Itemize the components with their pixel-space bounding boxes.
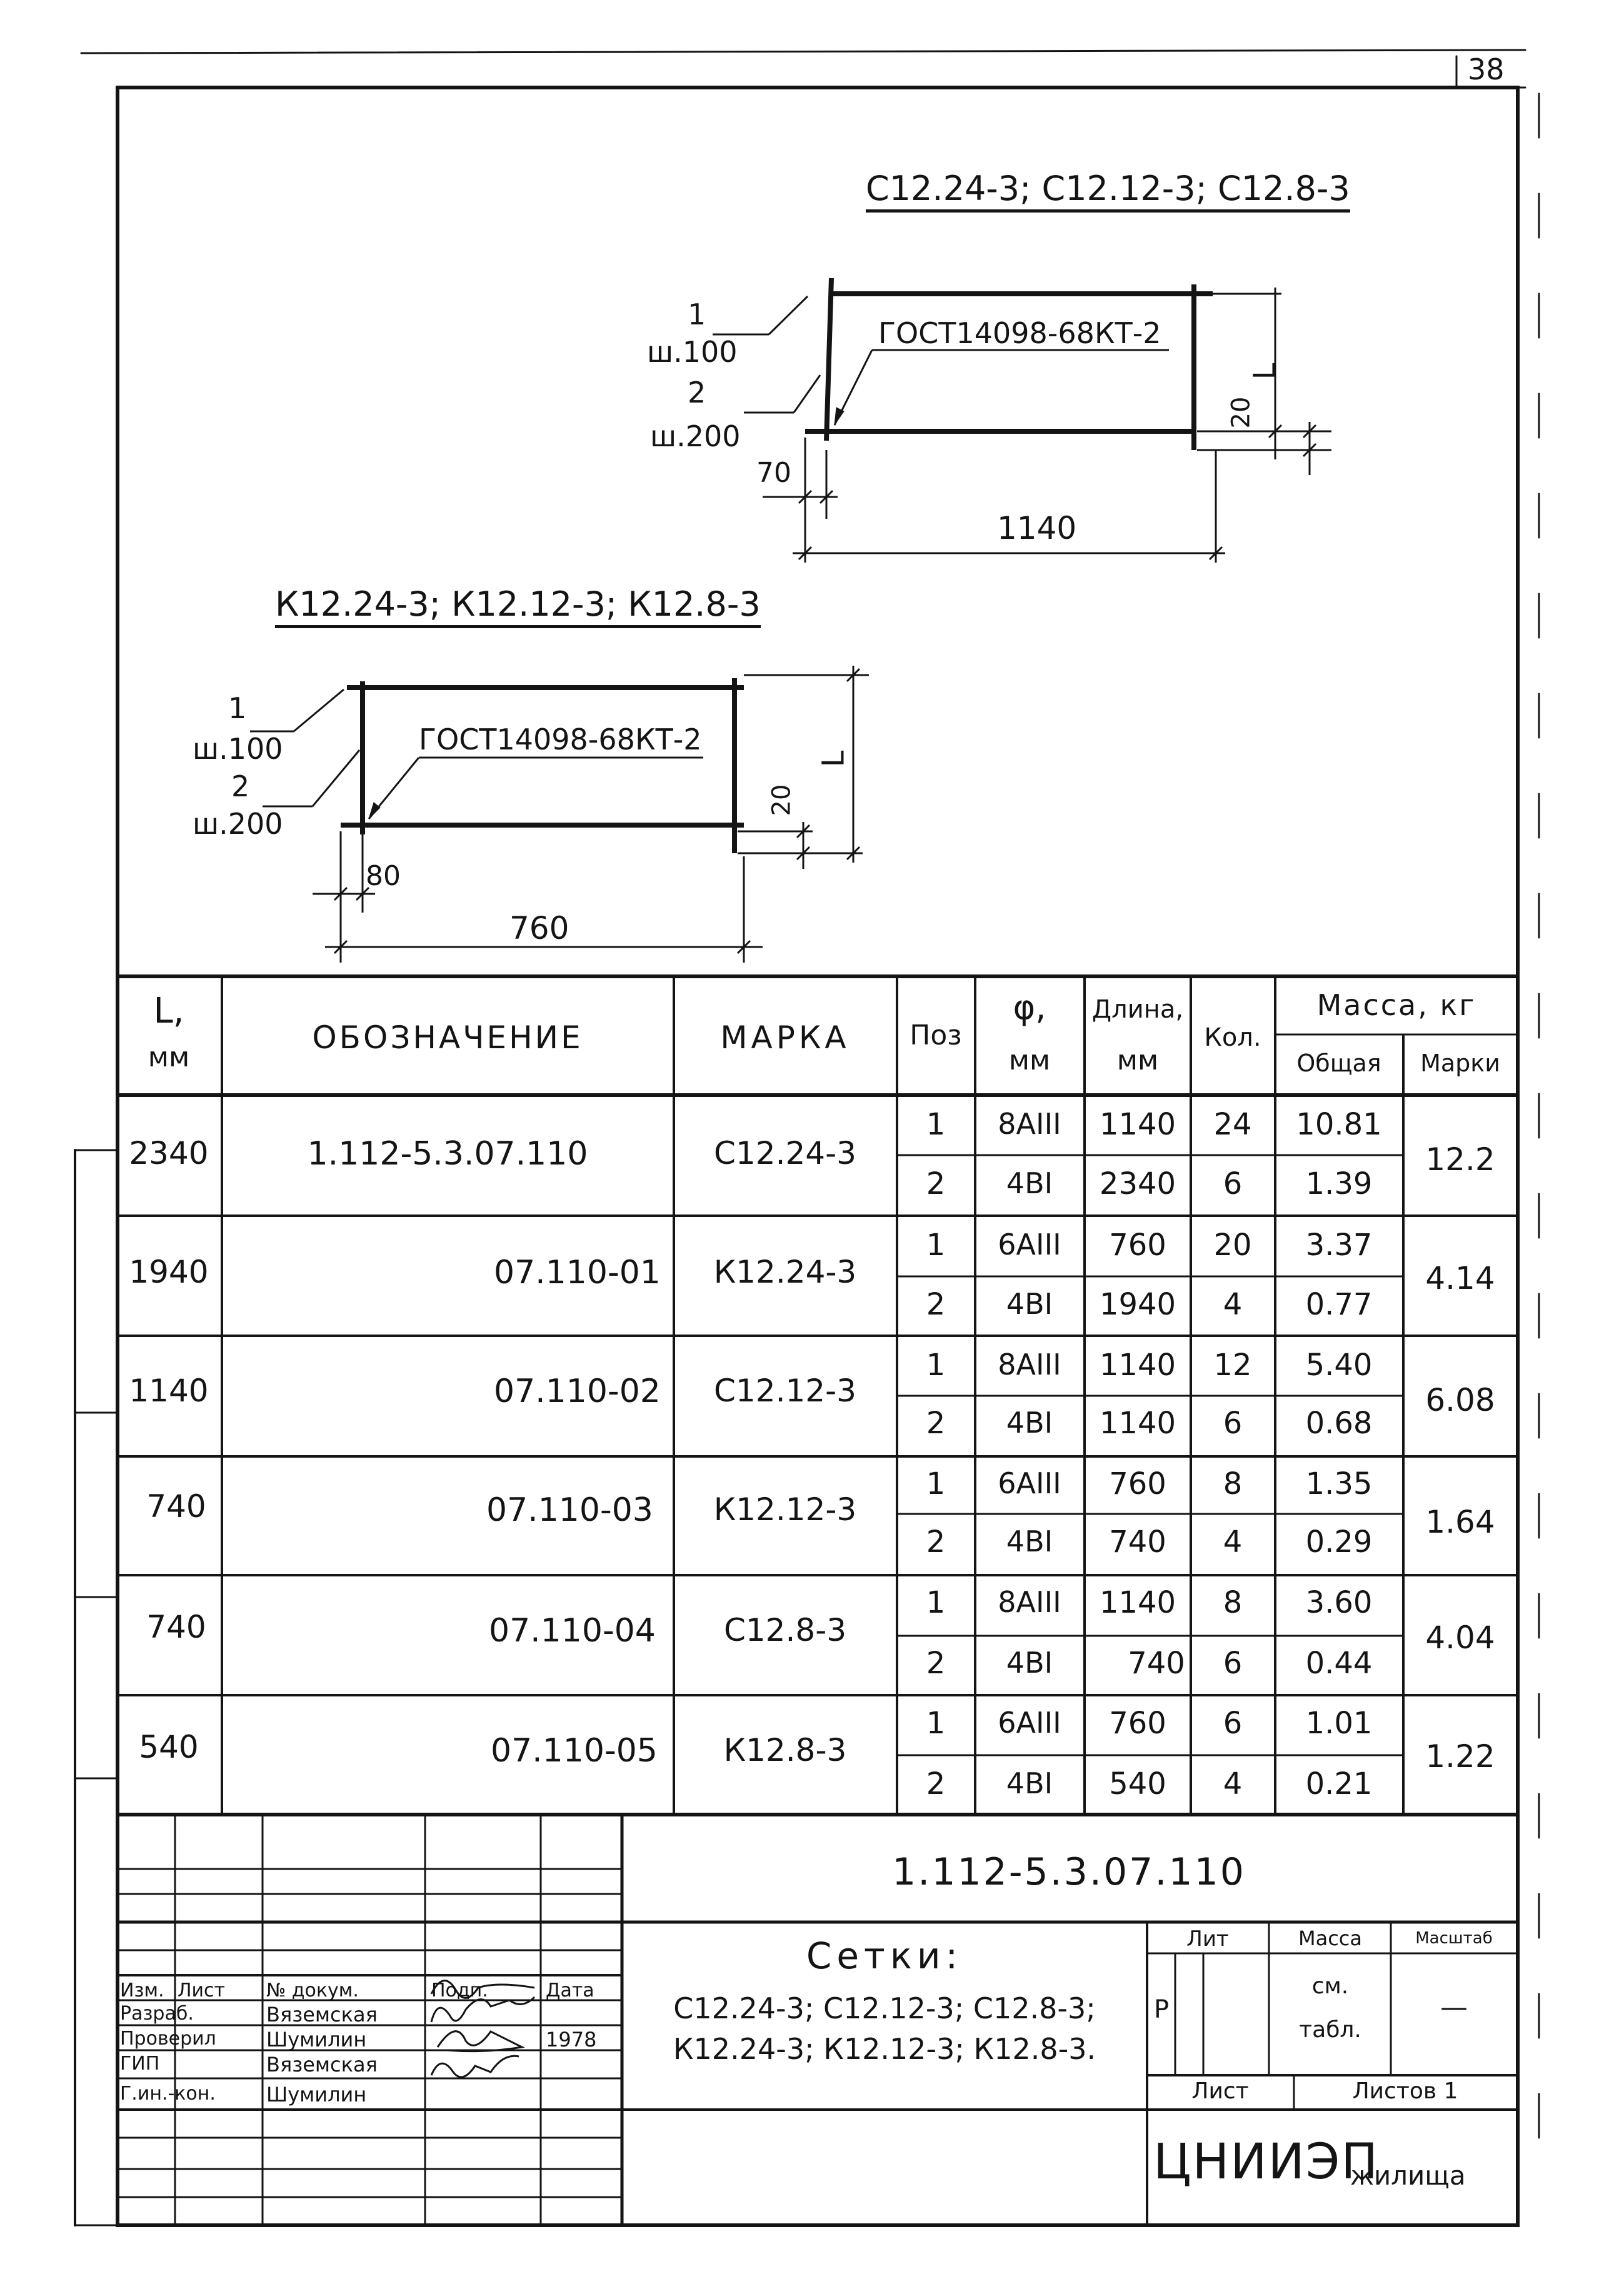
cell-length: 1140 bbox=[1099, 1585, 1176, 1620]
cell-l: 1140 bbox=[129, 1373, 209, 1409]
hdr-list: Лист bbox=[178, 1980, 226, 2001]
cell-qty: 20 bbox=[1213, 1228, 1252, 1263]
cell-designation: 1.112-5.3.07.110 bbox=[307, 1135, 588, 1173]
cell-phi: 4ВI bbox=[1006, 1406, 1053, 1440]
cell-length: 760 bbox=[1109, 1228, 1166, 1263]
cell-pos: 2 bbox=[926, 1287, 946, 1322]
lower-dim-80: 80 bbox=[366, 860, 401, 892]
cell-mass: 0.68 bbox=[1305, 1406, 1373, 1441]
doc-code: 1.112-5.3.07.110 bbox=[892, 1850, 1246, 1894]
cell-l: 2340 bbox=[129, 1135, 209, 1171]
cell-mass: 1.35 bbox=[1305, 1466, 1373, 1501]
cell-phi: 4ВI bbox=[1006, 1525, 1053, 1558]
mass-label: Масса bbox=[1298, 1926, 1363, 1950]
cell-mass: 5.40 bbox=[1305, 1348, 1373, 1383]
name-checker: Шумилин bbox=[266, 2028, 367, 2051]
upper-dim-70: 70 bbox=[756, 457, 791, 489]
hdr-izm: Изм. bbox=[120, 1980, 164, 2001]
cell-pos: 2 bbox=[926, 1766, 946, 1801]
upper-drawing-title: С12.24-3; С12.12-3; С12.8-3 bbox=[866, 172, 1350, 213]
cell-mark: С12.12-3 bbox=[714, 1373, 856, 1409]
cell-pos: 1 bbox=[926, 1706, 946, 1741]
scale-value: — bbox=[1440, 1991, 1468, 2023]
cell-designation: 07.110-02 bbox=[494, 1373, 661, 1410]
role-developer: Разраб. bbox=[120, 2003, 194, 2025]
cell-phi: 8АIII bbox=[998, 1585, 1061, 1619]
cell-length: 540 bbox=[1109, 1766, 1166, 1801]
sheet-title: Сетки: bbox=[806, 1935, 963, 1977]
cell-phi: 8АIII bbox=[998, 1107, 1061, 1141]
lower-pos1: 1 bbox=[228, 691, 247, 725]
hdr-mass-mark: Марки bbox=[1420, 1049, 1500, 1077]
cell-mass: 10.81 bbox=[1296, 1107, 1382, 1142]
name-chief-designer: Шумилин bbox=[266, 2083, 367, 2106]
signature-3 bbox=[438, 2031, 522, 2051]
sheets-label: Листов 1 bbox=[1352, 2078, 1458, 2104]
cell-qty: 6 bbox=[1223, 1166, 1243, 1201]
cell-qty: 12 bbox=[1213, 1348, 1252, 1383]
upper-pos2: 2 bbox=[688, 376, 706, 409]
cell-designation: 07.110-01 bbox=[494, 1254, 661, 1291]
cell-length: 740 bbox=[1128, 1646, 1185, 1681]
cell-length: 1140 bbox=[1099, 1348, 1176, 1383]
cell-pos: 1 bbox=[926, 1466, 946, 1501]
hdr-qty: Кол. bbox=[1204, 1023, 1261, 1052]
lower-dim-l: L bbox=[816, 750, 851, 768]
signature-4 bbox=[431, 2056, 519, 2077]
cell-pos: 1 bbox=[926, 1107, 946, 1142]
org-suffix: жилища bbox=[1350, 2160, 1466, 2191]
role-chief-engineer: ГИП bbox=[120, 2053, 160, 2075]
cell-phi: 6АIII bbox=[998, 1706, 1061, 1740]
cell-pos: 2 bbox=[926, 1406, 946, 1441]
cell-length: 1140 bbox=[1099, 1406, 1176, 1441]
cell-length: 740 bbox=[1109, 1525, 1166, 1560]
cell-mass: 0.29 bbox=[1305, 1525, 1373, 1560]
cell-designation: 07.110-05 bbox=[491, 1732, 658, 1770]
cell-phi: 6АIII bbox=[998, 1466, 1061, 1500]
upper-pos1: 1 bbox=[688, 298, 706, 331]
cell-phi: 6АIII bbox=[998, 1228, 1061, 1261]
upper-dim-20: 20 bbox=[1226, 396, 1256, 429]
hdr-mass-total: Общая bbox=[1296, 1049, 1381, 1077]
cell-phi: 4ВI bbox=[1006, 1646, 1053, 1680]
cell-qty: 8 bbox=[1223, 1585, 1243, 1620]
cell-phi: 4ВI bbox=[1006, 1766, 1053, 1800]
hdr-phi-unit: мм bbox=[1008, 1044, 1051, 1076]
cell-phi: 8АIII bbox=[998, 1348, 1061, 1381]
lower-pitch1: ш.100 bbox=[193, 732, 283, 766]
sheet-subtitle-2: К12.24-3; К12.12-3; К12.8-3. bbox=[673, 2032, 1096, 2066]
cell-mark: С12.24-3 bbox=[714, 1135, 856, 1171]
cell-mass-mark: 1.22 bbox=[1425, 1738, 1495, 1775]
role-chief-designer: Г.ин.-кон. bbox=[120, 2083, 216, 2105]
org-logo: ЦНИИЭП bbox=[1153, 2134, 1380, 2190]
hdr-date: Дата bbox=[546, 1980, 594, 2001]
cell-mass-mark: 12.2 bbox=[1425, 1141, 1495, 1178]
hdr-sign: Подп. bbox=[431, 1980, 488, 2001]
cell-mass-mark: 4.04 bbox=[1425, 1620, 1495, 1656]
lower-dim-20: 20 bbox=[767, 784, 796, 816]
hdr-l: L, bbox=[153, 991, 184, 1031]
cell-qty: 6 bbox=[1223, 1646, 1243, 1681]
cell-mark: К12.8-3 bbox=[723, 1732, 847, 1768]
lower-pitch2: ш.200 bbox=[193, 807, 283, 841]
cell-length: 760 bbox=[1109, 1466, 1166, 1501]
cell-pos: 2 bbox=[926, 1525, 946, 1560]
hdr-mark: МАРКА bbox=[720, 1019, 850, 1056]
cell-mass: 3.37 bbox=[1305, 1228, 1373, 1263]
date-checker: 1978 bbox=[546, 2028, 597, 2051]
hdr-length-unit: мм bbox=[1116, 1044, 1159, 1076]
cell-l: 1940 bbox=[129, 1254, 209, 1290]
cell-mass: 1.01 bbox=[1305, 1706, 1373, 1741]
cell-length: 2340 bbox=[1099, 1166, 1176, 1201]
lower-drawing-title: К12.24-3; К12.12-3; К12.8-3 bbox=[275, 588, 761, 628]
cell-pos: 2 bbox=[926, 1646, 946, 1681]
cell-mass-mark: 1.64 bbox=[1425, 1504, 1495, 1540]
hdr-pos: Поз bbox=[910, 1019, 962, 1051]
upper-dim-l: L bbox=[1247, 363, 1283, 380]
cell-phi: 4ВI bbox=[1006, 1166, 1053, 1200]
cell-l: 740 bbox=[146, 1609, 206, 1645]
cell-mark: К12.12-3 bbox=[713, 1491, 857, 1528]
cell-qty: 4 bbox=[1223, 1766, 1243, 1801]
cell-pos: 1 bbox=[926, 1348, 946, 1383]
cell-qty: 6 bbox=[1223, 1706, 1243, 1741]
sheet-subtitle-1: С12.24-3; С12.12-3; С12.8-3; bbox=[673, 1991, 1096, 2025]
mass-value-2: табл. bbox=[1299, 2017, 1361, 2043]
cell-qty: 8 bbox=[1223, 1466, 1243, 1501]
cell-mass: 1.39 bbox=[1305, 1166, 1373, 1201]
hdr-l-unit: мм bbox=[148, 1041, 190, 1073]
upper-pitch1: ш.100 bbox=[647, 335, 738, 369]
cell-mass: 0.77 bbox=[1305, 1287, 1373, 1322]
cell-designation: 07.110-03 bbox=[486, 1491, 653, 1529]
cell-designation: 07.110-04 bbox=[489, 1612, 656, 1650]
cell-pos: 2 bbox=[926, 1166, 946, 1201]
lower-dim-760: 760 bbox=[509, 910, 569, 946]
cell-length: 1940 bbox=[1099, 1287, 1176, 1322]
lower-pos2: 2 bbox=[231, 769, 250, 803]
cell-mass: 3.60 bbox=[1305, 1585, 1373, 1620]
cell-length: 1140 bbox=[1099, 1107, 1176, 1142]
mass-value-1: см. bbox=[1311, 1973, 1349, 1999]
name-developer: Вяземская bbox=[266, 2003, 378, 2026]
sheet-label: Лист bbox=[1191, 2078, 1249, 2104]
name-chief-engineer: Вяземская bbox=[266, 2053, 378, 2076]
cell-qty: 24 bbox=[1213, 1107, 1252, 1142]
upper-dim-1140: 1140 bbox=[997, 510, 1077, 546]
cell-mark: К12.24-3 bbox=[713, 1254, 857, 1290]
cell-qty: 4 bbox=[1223, 1525, 1243, 1560]
lit-value: Р bbox=[1153, 1995, 1170, 2024]
cell-mark: С12.8-3 bbox=[723, 1612, 847, 1648]
lit-label: Лит bbox=[1186, 1926, 1229, 1951]
upper-gost: ГОСТ14098-68КТ-2 bbox=[878, 316, 1161, 350]
hdr-designation: ОБОЗНАЧЕНИЕ bbox=[312, 1019, 583, 1056]
cell-qty: 6 bbox=[1223, 1406, 1243, 1441]
role-checker: Проверил bbox=[120, 2028, 216, 2050]
cell-mass-mark: 6.08 bbox=[1425, 1382, 1495, 1418]
hdr-length: Длина, bbox=[1091, 995, 1184, 1024]
cell-phi: 4ВI bbox=[1006, 1287, 1053, 1321]
cell-mass-mark: 4.14 bbox=[1425, 1260, 1495, 1296]
lower-gost: ГОСТ14098-68КТ-2 bbox=[419, 723, 702, 756]
cell-l: 740 bbox=[146, 1488, 206, 1525]
cell-length: 760 bbox=[1109, 1706, 1166, 1741]
scale-label: Масштаб bbox=[1415, 1929, 1493, 1948]
cell-mass: 0.21 bbox=[1305, 1766, 1373, 1801]
cell-pos: 1 bbox=[926, 1228, 946, 1263]
cell-qty: 4 bbox=[1223, 1287, 1243, 1322]
hdr-doc: № докум. bbox=[266, 1980, 359, 2001]
cell-l: 540 bbox=[139, 1729, 199, 1765]
cell-pos: 1 bbox=[926, 1585, 946, 1620]
cell-mass: 0.44 bbox=[1305, 1646, 1373, 1681]
sheet-number: 38 bbox=[1468, 53, 1505, 86]
hdr-phi: φ, bbox=[1013, 988, 1046, 1027]
upper-pitch2: ш.200 bbox=[650, 419, 741, 453]
hdr-mass: Масса, кг bbox=[1316, 988, 1476, 1022]
